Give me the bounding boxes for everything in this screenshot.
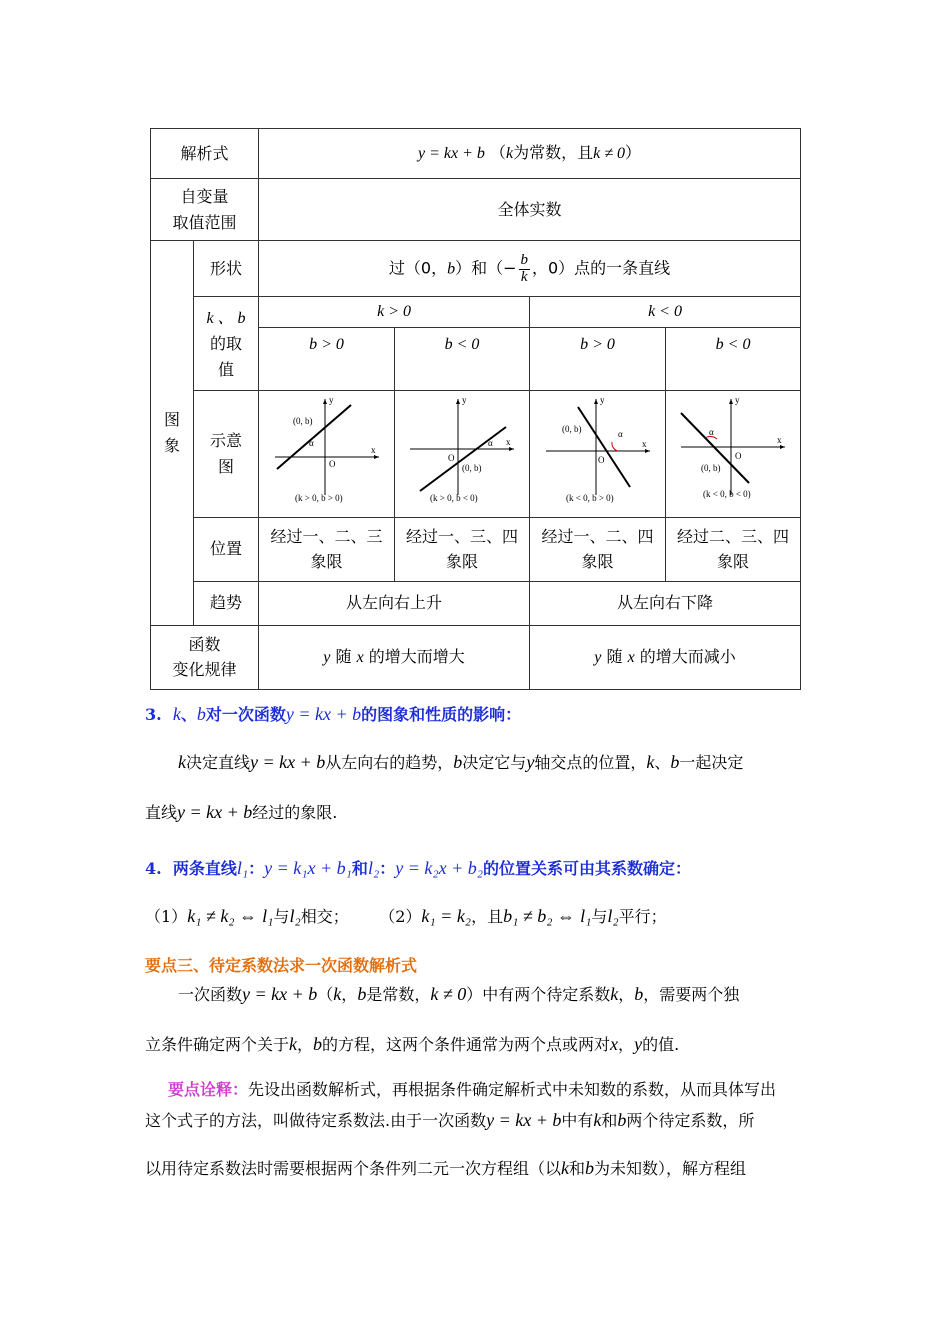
- note-line2: 这个式子的方法，叫做待定系数法.由于一次函数y = kx + b中有k和b两个待定系数，所: [145, 1110, 755, 1130]
- svg-text:(0, b): (0, b): [462, 463, 482, 473]
- position-1: 经过一、二、三 象限: [259, 517, 395, 581]
- note-line1: 要点诠释：先设出函数解析式，再根据条件确定解析式中未知数的系数，从而具体写出: [168, 1080, 777, 1099]
- shape-value: 过（0，b）和（− $\frac{b}{k}$ ，0）点的一条直线: [259, 241, 801, 297]
- svg-text:y: y: [735, 395, 740, 405]
- svg-text:(k > 0, b < 0): (k > 0, b < 0): [430, 493, 478, 503]
- fraction-b-over-k: $\frac{b}{k}$: [520, 251, 528, 285]
- label-trend: 趋势: [194, 581, 259, 625]
- svg-text:(0, b): (0, b): [561, 424, 582, 434]
- line-graph-4: [673, 391, 793, 509]
- label-expression: 解析式: [151, 129, 259, 179]
- position-2: 经过一、三、四 象限: [395, 517, 530, 581]
- k-negative-header: k < 0: [530, 297, 801, 328]
- sketch-4: [666, 391, 801, 518]
- trend-up: 从左向右上升: [259, 581, 530, 625]
- line-graph-1: [267, 391, 387, 509]
- label-kb-values: k 、 b 的取 值: [194, 297, 259, 391]
- line-graph-3: [538, 391, 658, 509]
- svg-text:(0, b): (0, b): [701, 463, 721, 473]
- k-positive-header: k > 0: [259, 297, 530, 328]
- key-point-3-heading: 要点三、待定系数法求一次函数解析式: [145, 956, 418, 975]
- svg-text:(k < 0, b > 0): (k < 0, b > 0): [565, 493, 614, 503]
- sketch-1: [259, 391, 395, 518]
- svg-text:O: O: [448, 453, 455, 463]
- label-shape: 形状: [194, 241, 259, 297]
- properties-table: [150, 128, 801, 690]
- section-3-heading: 3. k、b对一次函数y = kx + b的图象和性质的影响：: [145, 704, 522, 724]
- label-position: 位置: [194, 517, 259, 581]
- svg-text:x: x: [370, 445, 376, 455]
- svg-text:(0, b): (0, b): [292, 416, 313, 426]
- svg-text:O: O: [597, 455, 605, 465]
- svg-text:x: x: [641, 439, 647, 449]
- sketch-3: [530, 391, 666, 518]
- svg-text:O: O: [735, 451, 742, 461]
- section-4-heading: 4. 两条直线l₁：y = k₁x + b₁和l₂：y = k₂x + b₂的位置关系可由其系数确定：: [145, 858, 692, 878]
- position-4: 经过二、三、四 象限: [666, 517, 801, 581]
- sketch-2: [395, 391, 530, 518]
- line-graph-2: [402, 391, 522, 509]
- svg-text:(k < 0, b < 0): (k < 0, b < 0): [703, 489, 751, 499]
- section-3-paragraph-line1: k决定直线y = kx + b从左向右的趋势，b决定它与y轴交点的位置，k、b一起决定: [178, 752, 744, 772]
- svg-text:α: α: [488, 438, 493, 448]
- position-3: 经过一、二、四 象限: [530, 517, 666, 581]
- svg-text:α: α: [617, 429, 623, 439]
- b-value-3: b > 0: [530, 328, 666, 391]
- svg-text:α: α: [709, 427, 714, 437]
- b-value-4: b < 0: [666, 328, 801, 391]
- expression-note: （k为常数，且k ≠ 0）: [490, 143, 642, 163]
- svg-text:y: y: [462, 395, 467, 405]
- label-change-rule: 函数 变化规律: [151, 625, 259, 689]
- expression-formula: y = kx + b: [418, 145, 485, 163]
- domain-value: 全体实数: [259, 179, 801, 241]
- label-sketch: 示意 图: [194, 391, 259, 518]
- trend-down: 从左向右下降: [530, 581, 801, 625]
- b-value-1: b > 0: [259, 328, 395, 391]
- svg-text:α: α: [308, 438, 314, 448]
- expression-cell: [259, 129, 801, 179]
- svg-text:x: x: [506, 437, 511, 447]
- undetermined-coefficients-line2: 立条件确定两个关于k，b的方程，这两个条件通常为两个点或两对x，y的值.: [145, 1034, 680, 1054]
- svg-text:(k > 0, b > 0): (k > 0, b > 0): [294, 493, 343, 503]
- rule-increasing: y 随 x 的增大而增大: [259, 625, 530, 689]
- label-domain: 自变量 取值范围: [151, 179, 259, 241]
- label-graph: 图 象: [151, 241, 194, 626]
- conditions-line: （1）k₁ ≠ k₂ ⇔ l₁与l₂相交； （2）k₁ = k₂，且b₁ ≠ b₂ ⇔ l₁与l₂平行；: [145, 906, 667, 926]
- rule-decreasing: y 随 x 的增大而减小: [530, 625, 801, 689]
- svg-text:y: y: [328, 395, 334, 405]
- section-3-paragraph-line2: 直线y = kx + b经过的象限.: [145, 802, 338, 822]
- note-line3: 以用待定系数法时需要根据两个条件列二元一次方程组（以k和b为未知数），解方程组: [145, 1158, 747, 1178]
- svg-text:x: x: [777, 435, 782, 445]
- svg-text:y: y: [599, 395, 605, 405]
- svg-text:O: O: [328, 459, 336, 469]
- b-value-2: b < 0: [395, 328, 530, 391]
- undetermined-coefficients-line1: 一次函数y = kx + b（k，b是常数，k ≠ 0）中有两个待定系数k，b，需要两个独: [178, 984, 740, 1004]
